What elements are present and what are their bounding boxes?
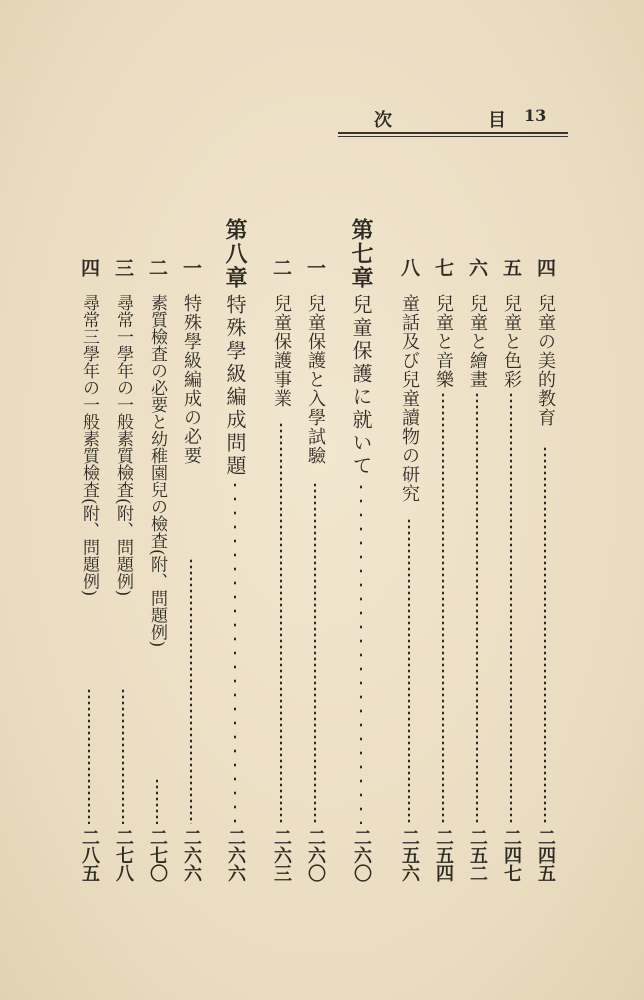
entry-page: 二七八 [113, 828, 134, 882]
entry-title: 童話及び兒童讀物の研究 [399, 294, 420, 503]
running-header [338, 106, 568, 136]
entry-title: 兒童保護と入學試驗 [305, 294, 326, 465]
entry-title: 素質檢査の必要と幼稚園兒の檢査(附、問題例) [147, 294, 167, 648]
dot-leader [408, 518, 410, 824]
entry-title: 特殊學級編成の必要 [181, 294, 202, 465]
entry-number: 二 [146, 258, 168, 277]
entry-title: 尋常三學年の一般素質檢査(附、問題例) [79, 294, 99, 597]
entry-number: 二 [270, 258, 292, 277]
entry-page: 二六〇 [351, 828, 372, 882]
header-rule-thin [338, 136, 568, 137]
dot-leader [476, 392, 478, 824]
chapter-title: 特殊學級編成問題 [223, 294, 247, 478]
entry-page: 二六六 [181, 828, 202, 882]
dot-leader [122, 688, 124, 824]
entry-number: 四 [534, 258, 556, 277]
dot-leader [314, 482, 316, 824]
entry-number: 六 [466, 258, 488, 277]
entry-title: 兒童の美的教育 [535, 294, 556, 427]
header-left-text: 次 [374, 110, 392, 131]
header-right-text: 目 [488, 110, 506, 131]
entry-title: 兒童と色彩 [501, 294, 522, 389]
chapter-title: 兒童保護に就いて [349, 294, 373, 478]
dot-leader [156, 778, 158, 824]
dot-leader [234, 478, 236, 824]
entry-page: 二五二 [467, 828, 488, 882]
toc-entry [496, 258, 526, 888]
entry-title: 兒童保護事業 [271, 294, 292, 408]
toc-entry [74, 258, 104, 888]
toc-entry [394, 258, 424, 888]
dot-leader [510, 392, 512, 824]
toc-entry [266, 258, 296, 888]
chapter-number: 第八章 [222, 218, 248, 290]
entry-page: 二六〇 [305, 828, 326, 882]
toc-entry [300, 258, 330, 888]
entry-number: 四 [78, 258, 100, 277]
entry-page: 二六三 [271, 828, 292, 882]
chapter-number: 第七章 [348, 218, 374, 290]
toc-chapter [346, 218, 376, 888]
entry-page: 二四五 [535, 828, 556, 882]
dot-leader [88, 688, 90, 824]
dot-leader [280, 422, 282, 824]
entry-title: 尋常一學年の一般素質檢査(附、問題例) [113, 294, 133, 597]
entry-page: 二五六 [399, 828, 420, 882]
entry-page: 二八五 [79, 828, 100, 882]
toc-entry [176, 258, 206, 888]
entry-page: 二四七 [501, 828, 522, 882]
entry-page: 二六六 [225, 828, 246, 882]
entry-number: 五 [500, 258, 522, 277]
entry-number: 一 [180, 258, 202, 277]
toc-chapter [220, 218, 250, 888]
dot-leader [442, 392, 444, 824]
dot-leader [360, 480, 362, 824]
toc-entry [428, 258, 458, 888]
entry-number: 七 [432, 258, 454, 277]
entry-title: 兒童と繪畫 [467, 294, 488, 389]
toc-entry [142, 258, 172, 888]
dot-leader [544, 446, 546, 824]
toc-entry [530, 258, 560, 888]
toc-entry [108, 258, 138, 888]
entry-page: 二七〇 [147, 828, 168, 882]
entry-number: 三 [112, 258, 134, 277]
entry-page: 二五四 [433, 828, 454, 882]
toc-entry [462, 258, 492, 888]
header-page-number: 13 [524, 106, 547, 125]
dot-leader [190, 558, 192, 824]
entry-number: 一 [304, 258, 326, 277]
header-rule [338, 132, 568, 134]
entry-number: 八 [398, 258, 420, 277]
entry-title: 兒童と音樂 [433, 294, 454, 389]
